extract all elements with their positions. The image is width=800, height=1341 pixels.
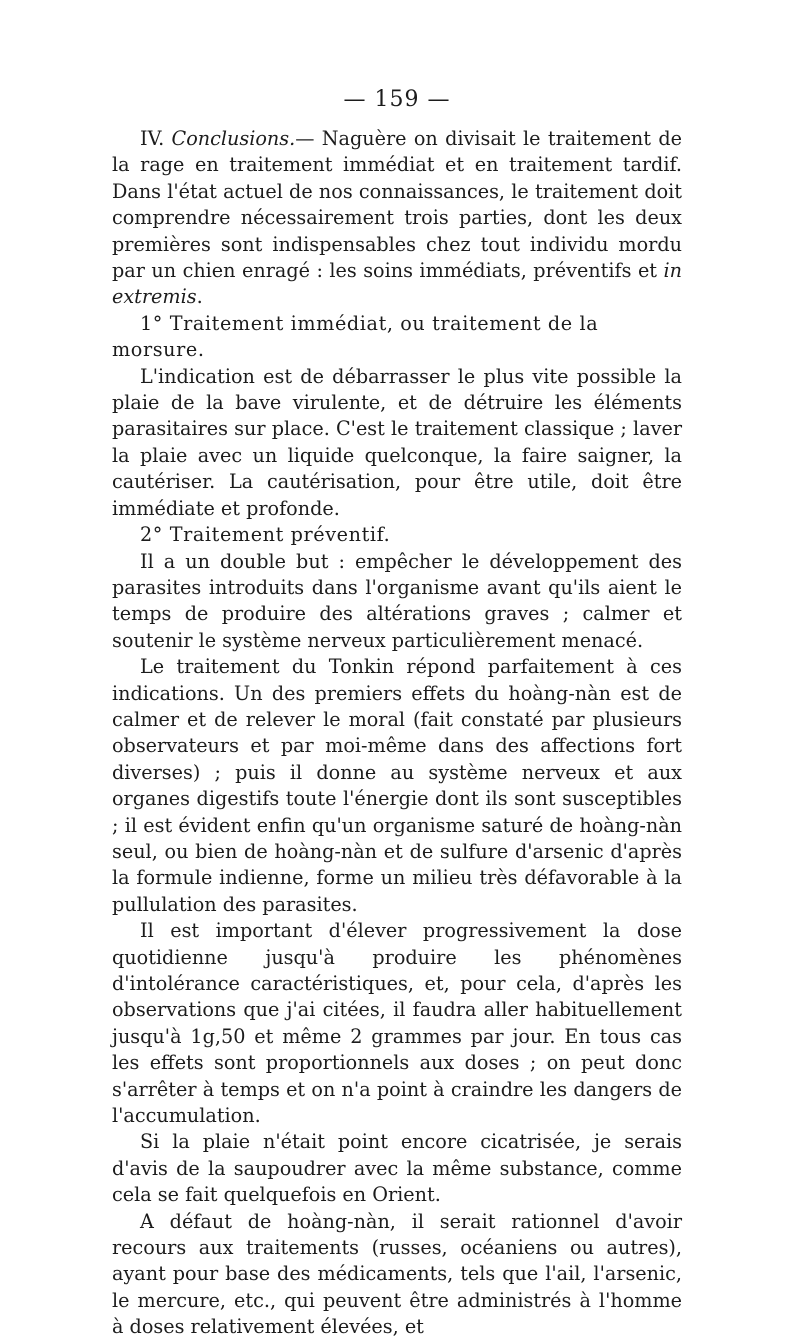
page-number: — 159 —: [343, 87, 451, 112]
part2-paragraph-5: A défaut de hoàng-nàn, il serait rationnel d'avoir recours aux traitements (russes, océaniens ou autres), ayant pour base des médicaments, tels que l'ail, l'arsenic, le mercure, etc., qui peuvent être administrés à l'homme à doses relativement élevées, et: [112, 1209, 682, 1339]
section-intro-italic: in extremis: [112, 259, 682, 309]
part1-heading: 1° Traitement immédiat, ou traitement de la morsure.: [112, 311, 599, 362]
book-page: [112, 84, 682, 1341]
part2-paragraph-1: Il a un double but : empêcher le développement des parasites introduits dans l'organisme avant qu'ils aient le temps de produire des altérations graves ; calmer et soutenir le système nerveux particulièrement menacé.: [112, 549, 682, 652]
section-intro-end: .: [196, 285, 203, 309]
part1-paragraph: L'indication est de débarrasser le plus vite possible la plaie de la bave virulente, et de détruire les éléments parasitaires sur place. C'est le traitement classique ; laver la plaie avec un liquide quelconque, la faire saigner, la cautériser. La cautérisation, pour être utile, doit être immédiate et profonde.: [112, 364, 682, 520]
section-number: IV.: [140, 127, 165, 150]
section-intro-text: — Naguère on divisait le traitement de la rage en traitement immédiat et en traitement tardif. Dans l'état actuel de nos connaissances, le traitement doit comprendre nécessairement trois parties, dont les deux premières sont indispensables chez tout individu mordu par un chien enragé : les soins immédiats, préventifs et: [112, 127, 682, 283]
part2-paragraph-3: Il est important d'élever progressivement la dose quotidienne jusqu'à produire les phénomènes d'intolérance caractéristiques, et, pour cela, d'après les observations que j'ai citées, il faudra aller habituellement jusqu'à 1g,50 et même 2 grammes par jour. En tous cas les effets sont proportionnels aux doses ; on peut donc s'arrêter à temps et on n'a point à craindre les dangers de l'accumulation.: [112, 919, 682, 1128]
part2-paragraph-4: Si la plaie n'était point encore cicatrisée, je serais d'avis de la saupoudrer avec la même substance, comme cela se fait quelquefois en Orient.: [112, 1130, 682, 1207]
section-intro-paragraph: [112, 126, 682, 311]
part2-heading: 2° Traitement préventif.: [140, 523, 391, 547]
part2-paragraph-2: Le traitement du Tonkin répond parfaitement à ces indications. Un des premiers effets du hoàng-nàn est de calmer et de relever le moral (fait constaté par plusieurs observateurs et par moi-même dans des affections fort diverses) ; puis il donne au système nerveux et aux organes digestifs toute l'énergie dont ils sont susceptibles ; il est évident enfin qu'un organisme saturé de hoàng-nàn seul, ou bien de hoàng-nàn et de sulfure d'arsenic d'après la formule indienne, forme un milieu très défavorable à la pullulation des parasites.: [112, 655, 682, 916]
section-title: Conclusions.: [171, 127, 296, 150]
